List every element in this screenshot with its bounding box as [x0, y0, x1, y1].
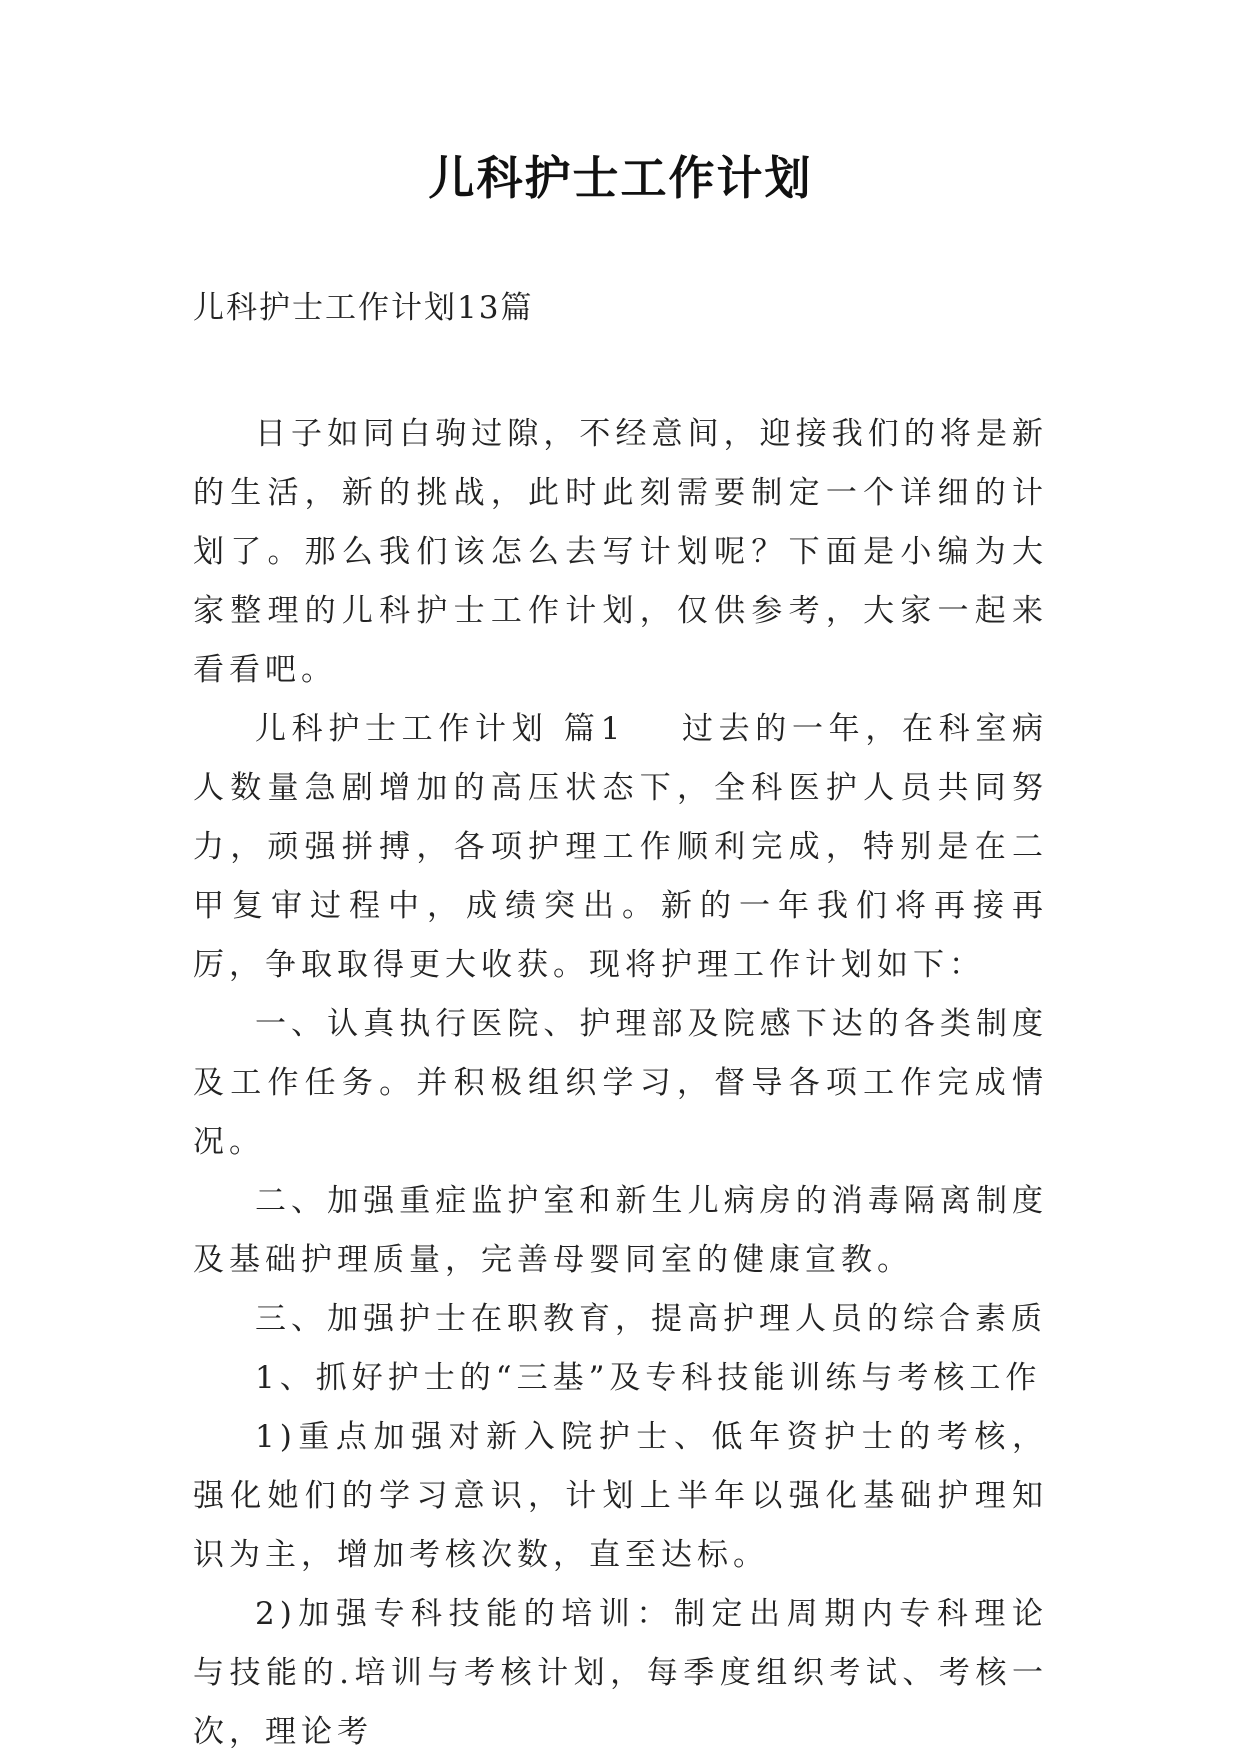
document-subtitle: 儿科护士工作计划13篇: [193, 290, 534, 326]
paragraph-item-3: 三、加强护士在职教育，提高护理人员的综合素质: [255, 1301, 1047, 1337]
paragraph-item-2: 二、加强重症监护室和新生儿病房的消毒隔离制度及基础护理质量，完善母婴同室的健康宣教。: [193, 1183, 1048, 1278]
paragraph-section-1: [193, 700, 1048, 995]
document-title: 儿科护士工作计划: [428, 151, 813, 205]
paragraph-sub-1-1: 1)重点加强对新入院护士、低年资护士的考核，强化她们的学习意识，计划上半年以强化基础护理知识为主，增加考核次数，直至达标。: [193, 1419, 1048, 1573]
paragraph-section-1-text: 过去的一年，在科室病人数量急剧增加的高压状态下，全科医护人员共同努力，顽强拼搏，各项护理工作顺利完成，特别是在二甲复审过程中，成绩突出。新的一年我们将再接再厉，争取取得更大收获。现将护理工作计划如下：: [193, 711, 1049, 983]
paragraph-item-1: 一、认真执行医院、护理部及院感下达的各类制度及工作任务。并积极组织学习，督导各项工作完成情况。: [193, 1006, 1048, 1160]
paragraph-sub-1-2: 2)加强专科技能的培训：制定出周期内专科理论与技能的.培训与考核计划，每季度组织考试、考核一次，理论考: [193, 1596, 1048, 1750]
paragraph-sub-1: 1、抓好护士的“三基”及专科技能训练与考核工作: [255, 1360, 1042, 1396]
document-body: [193, 405, 1048, 1762]
section-heading: 儿科护士工作计划 篇1: [255, 711, 626, 747]
paragraph-intro: 日子如同白驹过隙，不经意间，迎接我们的将是新的生活，新的挑战，此时此刻需要制定一个详细的计划了。那么我们该怎么去写计划呢？下面是小编为大家整理的儿科护士工作计划，仅供参考，大家一起来看看吧。: [193, 416, 1048, 688]
